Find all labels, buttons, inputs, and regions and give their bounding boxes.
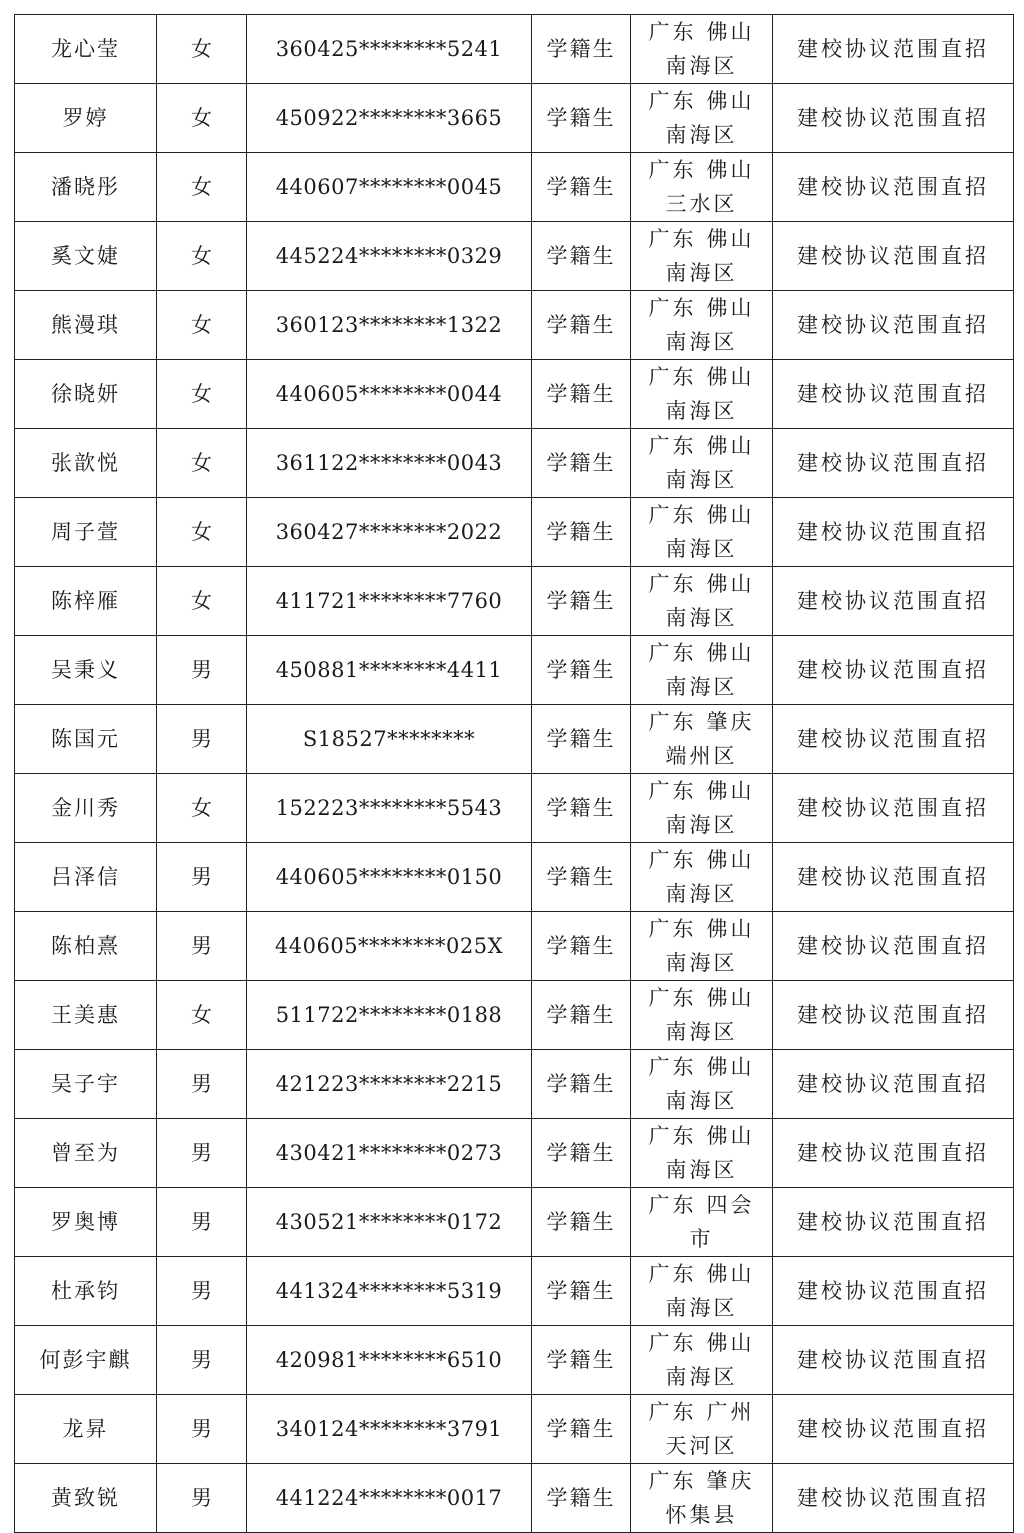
region-cell <box>631 84 773 153</box>
table-row <box>15 360 1014 429</box>
table-row <box>15 498 1014 567</box>
region-province: 广东 <box>648 1055 697 1079</box>
student-type-cell: 学籍生 <box>532 1395 631 1464</box>
region-line-1 <box>631 15 772 49</box>
region-line-1 <box>631 1326 772 1360</box>
id-number-cell: 441224********0017 <box>247 1464 532 1533</box>
region-line-1 <box>631 498 772 532</box>
region-line-1 <box>631 843 772 877</box>
roster-table-body <box>15 15 1014 1533</box>
region-cell <box>631 843 773 912</box>
gender-cell: 男 <box>157 1395 247 1464</box>
id-number-cell: 360425********5241 <box>247 15 532 84</box>
region-line-1 <box>631 981 772 1015</box>
region-cell <box>631 1257 773 1326</box>
region-province: 广东 <box>648 1262 697 1286</box>
region-district: 怀集县 <box>665 1503 738 1527</box>
student-type-cell: 学籍生 <box>532 843 631 912</box>
region-cell <box>631 360 773 429</box>
admission-method-cell: 建校协议范围直招 <box>773 153 1014 222</box>
region-line-1 <box>631 153 772 187</box>
student-name-cell: 曾至为 <box>15 1119 157 1188</box>
region-city: 佛山 <box>706 89 755 113</box>
region-line-1 <box>631 774 772 808</box>
region-line-1 <box>631 1188 772 1222</box>
table-row <box>15 1326 1014 1395</box>
region-cell <box>631 567 773 636</box>
region-city: 佛山 <box>706 1124 755 1148</box>
region-cell <box>631 1050 773 1119</box>
student-name-cell: 陈国元 <box>15 705 157 774</box>
admission-method-cell: 建校协议范围直招 <box>773 1050 1014 1119</box>
admission-method-cell: 建校协议范围直招 <box>773 291 1014 360</box>
admission-method-cell: 建校协议范围直招 <box>773 222 1014 291</box>
region-cell <box>631 912 773 981</box>
gender-cell: 女 <box>157 981 247 1050</box>
table-row <box>15 912 1014 981</box>
region-city: 佛山 <box>706 503 755 527</box>
region-district: 南海区 <box>665 606 738 630</box>
gender-cell: 男 <box>157 1050 247 1119</box>
admission-method-cell: 建校协议范围直招 <box>773 774 1014 843</box>
region-district: 南海区 <box>665 1089 738 1113</box>
student-type-cell: 学籍生 <box>532 84 631 153</box>
id-number-cell: 450881********4411 <box>247 636 532 705</box>
region-cell <box>631 1395 773 1464</box>
region-province: 广东 <box>648 641 697 665</box>
region-district: 市 <box>689 1227 714 1251</box>
region-province: 广东 <box>648 986 697 1010</box>
student-type-cell: 学籍生 <box>532 1119 631 1188</box>
admission-method-cell: 建校协议范围直招 <box>773 360 1014 429</box>
student-roster-table <box>14 14 1014 1533</box>
region-city: 肇庆 <box>706 710 755 734</box>
gender-cell: 女 <box>157 153 247 222</box>
admission-method-cell: 建校协议范围直招 <box>773 1464 1014 1533</box>
region-city: 四会 <box>706 1193 755 1217</box>
student-name-cell: 陈柏熹 <box>15 912 157 981</box>
student-name-cell: 潘晓彤 <box>15 153 157 222</box>
region-city: 佛山 <box>706 1331 755 1355</box>
student-type-cell: 学籍生 <box>532 153 631 222</box>
region-province: 广东 <box>648 1400 697 1424</box>
admission-method-cell: 建校协议范围直招 <box>773 1119 1014 1188</box>
gender-cell: 女 <box>157 222 247 291</box>
student-name-cell: 黄致锐 <box>15 1464 157 1533</box>
id-number-cell: 421223********2215 <box>247 1050 532 1119</box>
gender-cell: 男 <box>157 1326 247 1395</box>
gender-cell: 女 <box>157 84 247 153</box>
admission-method-cell: 建校协议范围直招 <box>773 15 1014 84</box>
table-row <box>15 567 1014 636</box>
region-district: 南海区 <box>665 813 738 837</box>
region-district: 南海区 <box>665 468 738 492</box>
region-line-1 <box>631 1395 772 1429</box>
student-type-cell: 学籍生 <box>532 360 631 429</box>
student-name-cell: 吴子宇 <box>15 1050 157 1119</box>
region-district: 端州区 <box>665 744 738 768</box>
table-row <box>15 705 1014 774</box>
region-district: 南海区 <box>665 951 738 975</box>
region-province: 广东 <box>648 296 697 320</box>
region-cell <box>631 429 773 498</box>
region-line-1 <box>631 1464 772 1498</box>
region-district: 南海区 <box>665 330 738 354</box>
region-province: 广东 <box>648 710 697 734</box>
gender-cell: 女 <box>157 360 247 429</box>
student-name-cell: 金川秀 <box>15 774 157 843</box>
region-line-1 <box>631 636 772 670</box>
admission-method-cell: 建校协议范围直招 <box>773 912 1014 981</box>
region-city: 佛山 <box>706 434 755 458</box>
region-cell <box>631 636 773 705</box>
gender-cell: 女 <box>157 498 247 567</box>
admission-method-cell: 建校协议范围直招 <box>773 84 1014 153</box>
admission-method-cell: 建校协议范围直招 <box>773 1188 1014 1257</box>
student-type-cell: 学籍生 <box>532 912 631 981</box>
region-line-1 <box>631 567 772 601</box>
region-province: 广东 <box>648 1331 697 1355</box>
id-number-cell: 440605********025X <box>247 912 532 981</box>
student-name-cell: 徐晓妍 <box>15 360 157 429</box>
gender-cell: 女 <box>157 15 247 84</box>
admission-method-cell: 建校协议范围直招 <box>773 429 1014 498</box>
gender-cell: 男 <box>157 705 247 774</box>
region-province: 广东 <box>648 365 697 389</box>
region-cell <box>631 705 773 774</box>
region-district: 南海区 <box>665 537 738 561</box>
student-name-cell: 奚文婕 <box>15 222 157 291</box>
table-row <box>15 153 1014 222</box>
student-name-cell: 杜承钧 <box>15 1257 157 1326</box>
table-row <box>15 15 1014 84</box>
region-city: 佛山 <box>706 641 755 665</box>
student-name-cell: 周子萱 <box>15 498 157 567</box>
student-type-cell: 学籍生 <box>532 429 631 498</box>
region-district: 天河区 <box>665 1434 738 1458</box>
region-city: 佛山 <box>706 917 755 941</box>
id-number-cell: S18527******** <box>247 705 532 774</box>
id-number-cell: 420981********6510 <box>247 1326 532 1395</box>
region-city: 佛山 <box>706 227 755 251</box>
admission-method-cell: 建校协议范围直招 <box>773 981 1014 1050</box>
gender-cell: 男 <box>157 1188 247 1257</box>
region-line-1 <box>631 360 772 394</box>
region-cell <box>631 1464 773 1533</box>
region-city: 佛山 <box>706 779 755 803</box>
student-name-cell: 熊漫琪 <box>15 291 157 360</box>
student-name-cell: 龙心莹 <box>15 15 157 84</box>
region-district: 南海区 <box>665 123 738 147</box>
student-name-cell: 吕泽信 <box>15 843 157 912</box>
table-row <box>15 1257 1014 1326</box>
table-row <box>15 1050 1014 1119</box>
id-number-cell: 411721********7760 <box>247 567 532 636</box>
admission-method-cell: 建校协议范围直招 <box>773 705 1014 774</box>
region-district: 南海区 <box>665 1365 738 1389</box>
table-row <box>15 1188 1014 1257</box>
region-line-1 <box>631 222 772 256</box>
table-row <box>15 1395 1014 1464</box>
region-cell <box>631 774 773 843</box>
region-city: 佛山 <box>706 986 755 1010</box>
id-number-cell: 430521********0172 <box>247 1188 532 1257</box>
student-name-cell: 龙昇 <box>15 1395 157 1464</box>
gender-cell: 女 <box>157 567 247 636</box>
region-line-1 <box>631 291 772 325</box>
region-province: 广东 <box>648 503 697 527</box>
region-province: 广东 <box>648 89 697 113</box>
region-line-1 <box>631 1050 772 1084</box>
region-city: 佛山 <box>706 158 755 182</box>
region-province: 广东 <box>648 572 697 596</box>
id-number-cell: 430421********0273 <box>247 1119 532 1188</box>
student-type-cell: 学籍生 <box>532 981 631 1050</box>
region-line-1 <box>631 912 772 946</box>
student-type-cell: 学籍生 <box>532 222 631 291</box>
id-number-cell: 360427********2022 <box>247 498 532 567</box>
student-roster-page <box>14 14 1007 1533</box>
student-name-cell: 陈梓雁 <box>15 567 157 636</box>
region-cell <box>631 1326 773 1395</box>
student-type-cell: 学籍生 <box>532 705 631 774</box>
student-type-cell: 学籍生 <box>532 1188 631 1257</box>
id-number-cell: 445224********0329 <box>247 222 532 291</box>
region-city: 佛山 <box>706 572 755 596</box>
student-type-cell: 学籍生 <box>532 636 631 705</box>
region-province: 广东 <box>648 434 697 458</box>
table-row <box>15 291 1014 360</box>
region-line-1 <box>631 705 772 739</box>
student-type-cell: 学籍生 <box>532 1050 631 1119</box>
region-province: 广东 <box>648 20 697 44</box>
admission-method-cell: 建校协议范围直招 <box>773 567 1014 636</box>
region-province: 广东 <box>648 1124 697 1148</box>
region-district: 南海区 <box>665 1158 738 1182</box>
region-province: 广东 <box>648 227 697 251</box>
id-number-cell: 440605********0150 <box>247 843 532 912</box>
id-number-cell: 340124********3791 <box>247 1395 532 1464</box>
region-province: 广东 <box>648 1193 697 1217</box>
admission-method-cell: 建校协议范围直招 <box>773 1326 1014 1395</box>
table-row <box>15 429 1014 498</box>
gender-cell: 男 <box>157 1257 247 1326</box>
student-type-cell: 学籍生 <box>532 1464 631 1533</box>
region-line-1 <box>631 84 772 118</box>
id-number-cell: 152223********5543 <box>247 774 532 843</box>
table-row <box>15 222 1014 291</box>
region-district: 南海区 <box>665 1020 738 1044</box>
region-province: 广东 <box>648 1469 697 1493</box>
student-name-cell: 张歆悦 <box>15 429 157 498</box>
table-row <box>15 1464 1014 1533</box>
region-city: 肇庆 <box>706 1469 755 1493</box>
gender-cell: 男 <box>157 843 247 912</box>
region-cell <box>631 498 773 567</box>
student-name-cell: 吴秉义 <box>15 636 157 705</box>
gender-cell: 女 <box>157 291 247 360</box>
student-name-cell: 罗婷 <box>15 84 157 153</box>
id-number-cell: 360123********1322 <box>247 291 532 360</box>
id-number-cell: 440605********0044 <box>247 360 532 429</box>
region-cell <box>631 981 773 1050</box>
admission-method-cell: 建校协议范围直招 <box>773 843 1014 912</box>
admission-method-cell: 建校协议范围直招 <box>773 636 1014 705</box>
region-city: 广州 <box>706 1400 755 1424</box>
gender-cell: 男 <box>157 1464 247 1533</box>
region-district: 南海区 <box>665 1296 738 1320</box>
region-district: 三水区 <box>665 192 738 216</box>
region-province: 广东 <box>648 158 697 182</box>
table-row <box>15 84 1014 153</box>
student-type-cell: 学籍生 <box>532 291 631 360</box>
region-cell <box>631 1119 773 1188</box>
region-city: 佛山 <box>706 20 755 44</box>
region-cell <box>631 153 773 222</box>
region-cell <box>631 291 773 360</box>
student-type-cell: 学籍生 <box>532 1326 631 1395</box>
region-district: 南海区 <box>665 882 738 906</box>
student-type-cell: 学籍生 <box>532 774 631 843</box>
id-number-cell: 511722********0188 <box>247 981 532 1050</box>
gender-cell: 男 <box>157 912 247 981</box>
gender-cell: 男 <box>157 636 247 705</box>
student-type-cell: 学籍生 <box>532 1257 631 1326</box>
region-district: 南海区 <box>665 675 738 699</box>
id-number-cell: 441324********5319 <box>247 1257 532 1326</box>
region-district: 南海区 <box>665 261 738 285</box>
table-row <box>15 636 1014 705</box>
student-name-cell: 罗奥博 <box>15 1188 157 1257</box>
region-cell <box>631 15 773 84</box>
id-number-cell: 450922********3665 <box>247 84 532 153</box>
gender-cell: 女 <box>157 429 247 498</box>
region-cell <box>631 222 773 291</box>
region-province: 广东 <box>648 848 697 872</box>
id-number-cell: 361122********0043 <box>247 429 532 498</box>
table-row <box>15 1119 1014 1188</box>
student-name-cell: 王美惠 <box>15 981 157 1050</box>
region-district: 南海区 <box>665 399 738 423</box>
region-city: 佛山 <box>706 1055 755 1079</box>
student-name-cell: 何彭宇麒 <box>15 1326 157 1395</box>
region-province: 广东 <box>648 917 697 941</box>
admission-method-cell: 建校协议范围直招 <box>773 498 1014 567</box>
student-type-cell: 学籍生 <box>532 567 631 636</box>
student-type-cell: 学籍生 <box>532 498 631 567</box>
region-city: 佛山 <box>706 296 755 320</box>
region-city: 佛山 <box>706 365 755 389</box>
table-row <box>15 981 1014 1050</box>
gender-cell: 女 <box>157 774 247 843</box>
region-line-1 <box>631 1257 772 1291</box>
region-city: 佛山 <box>706 1262 755 1286</box>
id-number-cell: 440607********0045 <box>247 153 532 222</box>
region-city: 佛山 <box>706 848 755 872</box>
admission-method-cell: 建校协议范围直招 <box>773 1395 1014 1464</box>
student-type-cell: 学籍生 <box>532 15 631 84</box>
region-line-1 <box>631 429 772 463</box>
admission-method-cell: 建校协议范围直招 <box>773 1257 1014 1326</box>
region-line-1 <box>631 1119 772 1153</box>
gender-cell: 男 <box>157 1119 247 1188</box>
table-row <box>15 774 1014 843</box>
table-row <box>15 843 1014 912</box>
region-province: 广东 <box>648 779 697 803</box>
region-cell <box>631 1188 773 1257</box>
region-district: 南海区 <box>665 54 738 78</box>
